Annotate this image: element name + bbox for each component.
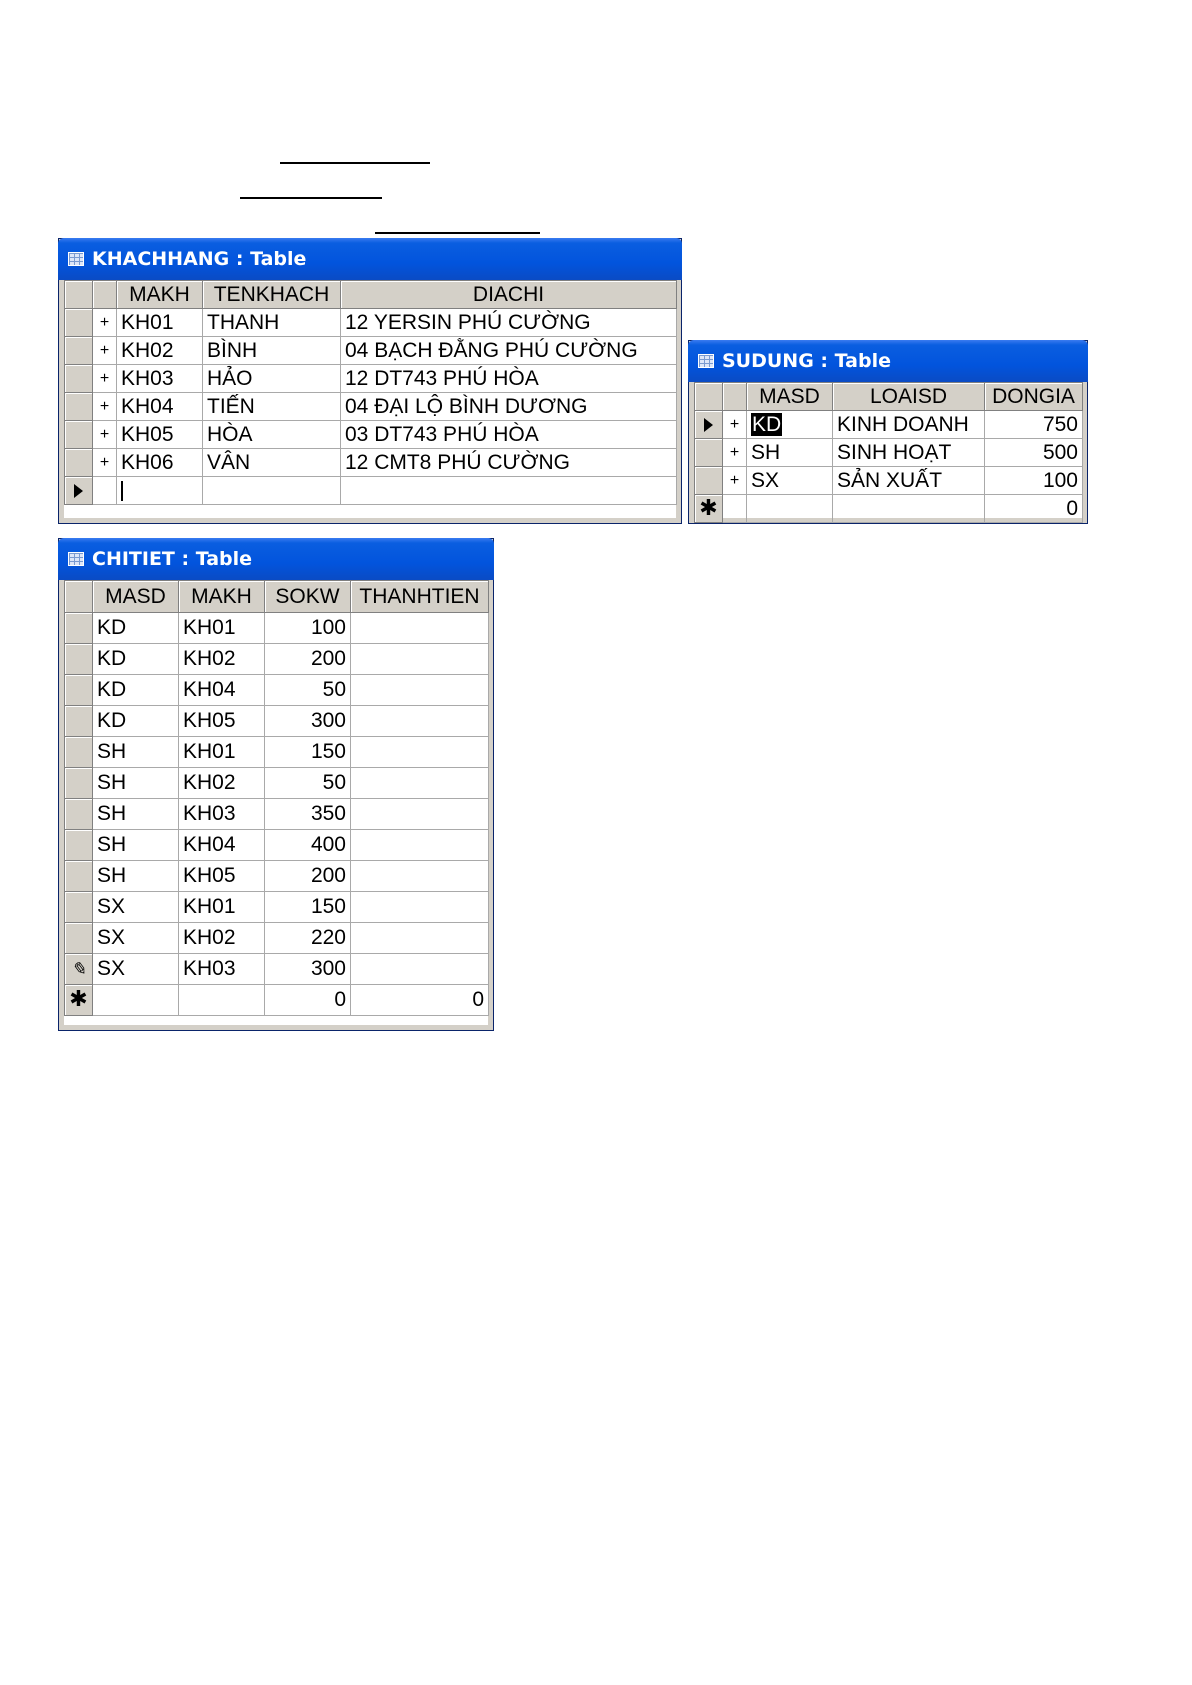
record-selector[interactable]	[65, 337, 93, 365]
masd-cell[interactable]: KD	[93, 613, 179, 644]
diachi-cell[interactable]: 12 DT743 PHÚ HÒA	[341, 365, 677, 393]
column-header-loaisd[interactable]: LOAISD	[833, 383, 985, 411]
thanhtien-cell[interactable]	[351, 830, 489, 861]
sokw-cell[interactable]: 0	[265, 985, 351, 1016]
thanhtien-cell[interactable]	[351, 892, 489, 923]
makh-cell[interactable]: KH01	[179, 892, 265, 923]
masd-cell[interactable]: SH	[93, 737, 179, 768]
sudung-window	[688, 340, 1088, 524]
masd-cell[interactable]: KD	[93, 675, 179, 706]
loaisd-cell[interactable]: SINH HOẠT	[833, 439, 985, 467]
masd-value: SX	[751, 468, 780, 492]
makh-cell[interactable]	[179, 985, 265, 1016]
makh-cell[interactable]: KH06	[117, 449, 203, 477]
column-header-diachi[interactable]: DIACHI	[341, 281, 677, 309]
record-selector[interactable]	[65, 923, 93, 954]
record-selector[interactable]	[65, 365, 93, 393]
thanhtien-cell[interactable]	[351, 675, 489, 706]
record-selector[interactable]	[65, 393, 93, 421]
expand-cell	[723, 495, 747, 523]
record-selector[interactable]	[65, 309, 93, 337]
expand-header-cell	[723, 383, 747, 411]
makh-cell[interactable]: KH04	[179, 675, 265, 706]
makh-cell[interactable]	[117, 477, 203, 505]
column-header-masd[interactable]: MASD	[747, 383, 833, 411]
table-row[interactable]	[695, 467, 1083, 495]
sudung-datasheet	[694, 382, 1082, 518]
table-row[interactable]	[65, 706, 489, 737]
sokw-cell[interactable]: 200	[265, 644, 351, 675]
makh-cell[interactable]: KH01	[179, 737, 265, 768]
makh-cell[interactable]: KH05	[179, 861, 265, 892]
header-row	[65, 581, 489, 613]
column-header-makh[interactable]: MAKH	[179, 581, 265, 613]
new-record-icon: ✱	[69, 986, 88, 1011]
makh-cell[interactable]: KH02	[179, 768, 265, 799]
table-row[interactable]	[695, 411, 1083, 439]
masd-cell[interactable]: KD	[93, 706, 179, 737]
expand-icon[interactable]: +	[93, 365, 117, 393]
makh-cell[interactable]: KH01	[179, 613, 265, 644]
makh-cell[interactable]: KH02	[179, 644, 265, 675]
expand-cell	[93, 477, 117, 505]
table-row[interactable]	[65, 954, 489, 985]
record-selector[interactable]	[65, 421, 93, 449]
masd-cell[interactable]	[747, 411, 833, 439]
masd-value: KD	[752, 412, 782, 436]
select-all-cell[interactable]	[695, 383, 723, 411]
table-row[interactable]	[65, 449, 677, 477]
record-selector[interactable]	[65, 799, 93, 830]
diachi-cell[interactable]: 12 CMT8 PHÚ CƯỜNG	[341, 449, 677, 477]
tenkhach-cell[interactable]: BÌNH	[203, 337, 341, 365]
khachhang-datasheet	[64, 280, 676, 518]
masd-cell[interactable]: SH	[93, 861, 179, 892]
column-header-masd[interactable]: MASD	[93, 581, 179, 613]
makh-cell[interactable]: KH04	[117, 393, 203, 421]
column-header-thanhtien[interactable]: THANHTIEN	[351, 581, 489, 613]
diachi-cell[interactable]: 12 YERSIN PHÚ CƯỜNG	[341, 309, 677, 337]
masd-cell[interactable]: SX	[93, 892, 179, 923]
loaisd-cell[interactable]: KINH DOANH	[833, 411, 985, 439]
column-header-sokw[interactable]: SOKW	[265, 581, 351, 613]
table-row[interactable]	[65, 861, 489, 892]
expand-icon[interactable]: +	[93, 393, 117, 421]
record-selector[interactable]	[65, 613, 93, 644]
makh-cell[interactable]: KH02	[179, 923, 265, 954]
record-selector[interactable]	[65, 675, 93, 706]
thanhtien-cell[interactable]	[351, 644, 489, 675]
makh-cell[interactable]: KH01	[117, 309, 203, 337]
thanhtien-cell[interactable]	[351, 737, 489, 768]
table-row[interactable]	[65, 892, 489, 923]
record-selector[interactable]	[65, 449, 93, 477]
expand-icon[interactable]: +	[723, 411, 747, 439]
record-selector[interactable]	[695, 439, 723, 467]
underline-rule	[240, 197, 382, 199]
table-icon	[68, 552, 84, 566]
makh-cell[interactable]: KH05	[117, 421, 203, 449]
tenkhach-cell[interactable]: TIẾN	[203, 393, 341, 421]
tenkhach-cell[interactable]	[203, 477, 341, 505]
masd-cell[interactable]: SX	[93, 923, 179, 954]
sokw-cell[interactable]: 150	[265, 892, 351, 923]
sokw-cell[interactable]: 50	[265, 768, 351, 799]
sudung-titlebar[interactable]	[688, 340, 1088, 382]
masd-cell[interactable]: SH	[93, 830, 179, 861]
diachi-cell[interactable]	[341, 477, 677, 505]
text-caret	[121, 481, 123, 501]
tenkhach-cell[interactable]: THANH	[203, 309, 341, 337]
expand-icon[interactable]: +	[723, 439, 747, 467]
select-all-cell[interactable]	[65, 581, 93, 613]
table-row[interactable]	[65, 365, 677, 393]
masd-value: SH	[751, 440, 781, 464]
table-row[interactable]	[65, 799, 489, 830]
table-icon	[68, 252, 84, 266]
makh-cell[interactable]: KH05	[179, 706, 265, 737]
dongia-cell[interactable]: 500	[985, 439, 1083, 467]
sokw-cell[interactable]: 100	[265, 613, 351, 644]
sokw-cell[interactable]: 300	[265, 706, 351, 737]
current-record-arrow-icon	[74, 484, 83, 498]
record-selector[interactable]	[65, 830, 93, 861]
column-header-makh[interactable]: MAKH	[117, 281, 203, 309]
masd-cell[interactable]: SX	[93, 954, 179, 985]
khachhang-window	[58, 238, 682, 524]
table-row[interactable]	[65, 737, 489, 768]
table-row[interactable]	[65, 644, 489, 675]
expand-icon[interactable]: +	[93, 309, 117, 337]
loaisd-cell[interactable]	[833, 495, 985, 523]
table-row[interactable]	[695, 439, 1083, 467]
masd-cell[interactable]	[747, 467, 833, 495]
sokw-cell[interactable]: 220	[265, 923, 351, 954]
expand-icon[interactable]: +	[93, 421, 117, 449]
column-header-tenkhach[interactable]: TENKHACH	[203, 281, 341, 309]
record-selector[interactable]	[695, 467, 723, 495]
expand-icon[interactable]: +	[93, 337, 117, 365]
thanhtien-cell[interactable]	[351, 923, 489, 954]
loaisd-cell[interactable]: SẢN XUẤT	[833, 467, 985, 495]
sokw-cell[interactable]: 300	[265, 954, 351, 985]
thanhtien-cell[interactable]	[351, 768, 489, 799]
tenkhach-cell[interactable]: VÂN	[203, 449, 341, 477]
record-selector[interactable]	[65, 954, 93, 985]
chitiet-titlebar[interactable]	[58, 538, 494, 580]
table-row[interactable]	[65, 393, 677, 421]
diachi-cell[interactable]: 03 DT743 PHÚ HÒA	[341, 421, 677, 449]
record-selector[interactable]	[65, 706, 93, 737]
diachi-cell[interactable]: 04 ĐẠI LỘ BÌNH DƯƠNG	[341, 393, 677, 421]
table-row[interactable]	[65, 337, 677, 365]
table-row[interactable]	[65, 613, 489, 644]
table-icon	[698, 354, 714, 368]
expand-header-cell	[93, 281, 117, 309]
underline-rule	[280, 162, 430, 164]
makh-cell[interactable]: KH03	[117, 365, 203, 393]
record-selector[interactable]	[65, 477, 93, 505]
diachi-cell[interactable]: 04 BẠCH ĐẰNG PHÚ CƯỜNG	[341, 337, 677, 365]
underline-rule	[375, 232, 540, 234]
new-record-row[interactable]	[65, 985, 489, 1016]
expand-icon[interactable]: +	[723, 467, 747, 495]
table-row[interactable]	[65, 923, 489, 954]
masd-cell[interactable]	[747, 495, 833, 523]
thanhtien-cell[interactable]	[351, 613, 489, 644]
masd-cell[interactable]	[747, 439, 833, 467]
header-row	[65, 281, 677, 309]
masd-cell[interactable]: KD	[93, 644, 179, 675]
record-selector[interactable]	[695, 411, 723, 439]
select-all-cell[interactable]	[65, 281, 93, 309]
table-row[interactable]	[65, 309, 677, 337]
record-selector[interactable]	[65, 768, 93, 799]
column-header-dongia[interactable]: DONGIA	[985, 383, 1083, 411]
thanhtien-cell[interactable]	[351, 706, 489, 737]
record-selector[interactable]	[65, 861, 93, 892]
sokw-cell[interactable]: 150	[265, 737, 351, 768]
table-row[interactable]	[65, 421, 677, 449]
window-title: SUDUNG : Table	[722, 350, 891, 372]
khachhang-titlebar[interactable]	[58, 238, 682, 280]
header-row	[695, 383, 1083, 411]
chitiet-window	[58, 538, 494, 1031]
chitiet-datasheet	[64, 580, 488, 1025]
sokw-cell[interactable]: 200	[265, 861, 351, 892]
tenkhach-cell[interactable]: HẢO	[203, 365, 341, 393]
masd-cell[interactable]	[93, 985, 179, 1016]
thanhtien-cell[interactable]	[351, 799, 489, 830]
window-title: KHACHHANG : Table	[92, 248, 307, 270]
thanhtien-cell[interactable]	[351, 954, 489, 985]
table-row[interactable]	[65, 675, 489, 706]
new-record-row[interactable]	[65, 477, 677, 505]
record-selector[interactable]	[65, 644, 93, 675]
window-title: CHITIET : Table	[92, 548, 253, 570]
thanhtien-cell[interactable]: 0	[351, 985, 489, 1016]
dongia-cell[interactable]: 750	[985, 411, 1083, 439]
sokw-cell[interactable]: 50	[265, 675, 351, 706]
record-selector[interactable]	[65, 985, 93, 1016]
record-selector[interactable]	[65, 737, 93, 768]
expand-icon[interactable]: +	[93, 449, 117, 477]
new-record-icon: ✱	[699, 494, 718, 520]
makh-cell[interactable]: KH02	[117, 337, 203, 365]
sokw-cell[interactable]: 350	[265, 799, 351, 830]
record-selector[interactable]	[695, 495, 723, 523]
dongia-cell[interactable]: 100	[985, 467, 1083, 495]
masd-cell[interactable]: SH	[93, 768, 179, 799]
masd-cell[interactable]: SH	[93, 799, 179, 830]
dongia-cell[interactable]: 0	[985, 495, 1083, 523]
makh-cell[interactable]: KH03	[179, 799, 265, 830]
record-selector[interactable]	[65, 892, 93, 923]
thanhtien-cell[interactable]	[351, 861, 489, 892]
current-record-arrow-icon	[704, 418, 713, 432]
sokw-cell[interactable]: 400	[265, 830, 351, 861]
tenkhach-cell[interactable]: HÒA	[203, 421, 341, 449]
new-record-row[interactable]	[695, 495, 1083, 523]
table-row[interactable]	[65, 830, 489, 861]
table-row[interactable]	[65, 768, 489, 799]
makh-cell[interactable]: KH04	[179, 830, 265, 861]
editing-pencil-icon: ✎	[70, 959, 87, 979]
makh-cell[interactable]: KH03	[179, 954, 265, 985]
